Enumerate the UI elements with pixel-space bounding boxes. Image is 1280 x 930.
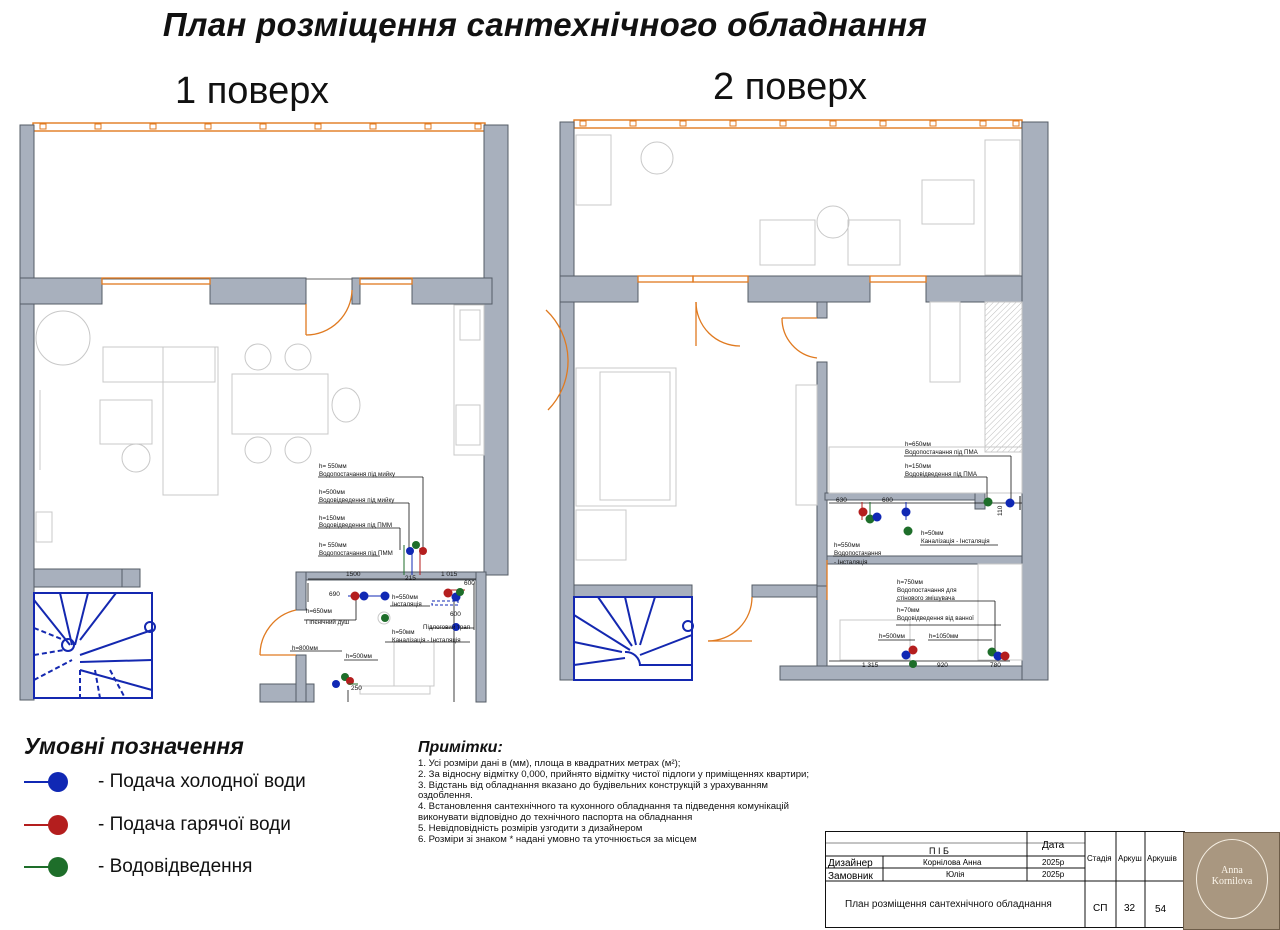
stamp-designer-name: Корнілова Анна <box>923 858 982 867</box>
f1-label-8-text: Каналізація - Інсталяція <box>392 637 461 644</box>
legend-item-cold-water <box>24 767 306 797</box>
stamp-pib-header: П І Б <box>929 846 949 856</box>
legend-title: Умовні позначення <box>24 733 244 759</box>
stamp-client-label: Замовник <box>828 871 873 882</box>
stamp-doc-title: План розміщення сантехнічного обладнання <box>845 899 1052 910</box>
floor1-terrace <box>33 123 485 279</box>
title-block <box>825 831 1185 928</box>
f2-label-4-h: h=550мм <box>834 542 860 549</box>
f1-label-8-h: h=50мм <box>392 629 415 636</box>
legend-label-cold: - Подача холодної води <box>98 771 306 792</box>
floor2-plan <box>546 120 1048 680</box>
legend-item-hot-water <box>24 810 291 840</box>
f1-label-4-text: Водопостачання під ПММ <box>319 550 393 557</box>
f1-label-floor-drain: Підлоговий трап <box>423 624 471 631</box>
f2-dim-600: 600 <box>882 497 893 504</box>
floor2-terrace <box>574 120 1022 276</box>
legend-label-drain: - Водовідведення <box>98 856 253 877</box>
f1-label-3-text: Водовідведення під ПММ <box>319 522 393 529</box>
f1-dim-690: 690 <box>329 591 340 598</box>
legend-label-hot: - Подача гарячої води <box>98 814 291 835</box>
f1-label-9-h: h=800мм <box>292 645 318 652</box>
f2-label-5-h: h=750мм <box>897 579 923 586</box>
floor2-title: 2 поверх <box>713 66 868 108</box>
note-item: 6. Розміри зі знаком * надані умовно та уточнюється за місцем <box>418 833 697 845</box>
f1-label-3-h: h=150мм <box>319 515 345 522</box>
stamp-sheets-header: Аркушів <box>1147 854 1177 863</box>
f2-dim-1315: 1 315 <box>862 662 879 669</box>
note-item: 1. Усі розміри дані в (мм), площа в квадратних метрах (м²); <box>418 758 681 769</box>
f1-dim-600b: 600 <box>450 611 461 618</box>
f1-label-1-h: h= 550мм <box>319 463 347 470</box>
f2-label-4-text1: Водопостачання <box>834 550 882 557</box>
f1-label-1-text: Водопостачання під мийку <box>319 471 396 478</box>
f2-label-2-h: h=150мм <box>905 463 931 470</box>
f2-dim-110: 110 <box>997 505 1004 516</box>
f2-label-8-h: h=1050мм <box>929 633 959 640</box>
floor1-stairs <box>34 593 155 698</box>
stamp-stage-header: Стадія <box>1087 854 1112 863</box>
seal-text: Anna Kornilova <box>1211 865 1253 887</box>
floor1-title: 1 поверх <box>175 70 330 112</box>
f2-label-5-text1: Водопостачання для <box>897 587 957 594</box>
f2-label-1-h: h=650мм <box>905 441 931 448</box>
stamp-designer-label: Дизайнер <box>828 858 873 869</box>
f1-label-5-text: Гігієнічний душ <box>306 619 350 626</box>
stamp-sheet-header: Аркуш <box>1118 854 1142 863</box>
f2-label-5-text2: стінового змішувача <box>897 595 955 602</box>
notes-list <box>418 759 818 845</box>
note-item: 4. Встановлення сантехнічного та кухонного обладнання та підведення комунікацій виконувати відповідно до технічного паспорта на обладнання <box>418 801 790 823</box>
notes-title: Примітки: <box>418 739 503 756</box>
cold-water-marker-icon <box>48 772 68 792</box>
stamp-stage: СП <box>1093 903 1108 914</box>
f1-label-4-h: h= 550мм <box>319 542 347 549</box>
f1-dim-250: 250 <box>351 685 362 692</box>
f1-dim-215: 215 <box>405 575 416 582</box>
f2-label-6-text: Водовідведення від ванної <box>897 615 974 622</box>
page-title: План розміщення сантехнічного обладнання <box>162 6 928 43</box>
f1-dim-1500: 1500 <box>346 571 361 578</box>
f1-label-6-h: h=550мм <box>392 594 418 601</box>
legend-item-drainage <box>24 852 252 882</box>
f2-dim-920: 920 <box>937 662 948 669</box>
note-item: 5. Невідповідність розмірів узгодити з дизайнером <box>418 822 643 834</box>
f2-label-2-text: Водовідведення під ПМА <box>905 471 978 478</box>
f1-label-10-h: h=500мм <box>346 653 372 660</box>
f2-label-6-h: h=70мм <box>897 607 920 614</box>
stamp-sheets: 54 <box>1155 904 1167 915</box>
drainage-marker-icon <box>48 857 68 877</box>
stamp-client-date: 2025р <box>1042 870 1065 879</box>
designer-seal <box>1183 832 1280 930</box>
f2-label-7-h: h=500мм <box>879 633 905 640</box>
floor1-pipe-points <box>332 541 465 702</box>
f2-dim-630: 630 <box>836 497 847 504</box>
note-item: 2. За відносну відмітку 0,000, прийнято відмітку чистої підлоги у приміщеннях квартири; <box>418 768 810 780</box>
floor1-plan <box>20 123 508 702</box>
stamp-client-name: Юлія <box>946 870 965 879</box>
f1-label-5-h: h=650мм <box>306 608 332 615</box>
stamp-sheet: 32 <box>1124 903 1136 914</box>
f2-dim-780: 780 <box>990 662 1001 669</box>
f2-label-3-text: Каналізація - Інсталяція <box>921 538 990 545</box>
f1-label-2-h: h=500мм <box>319 489 345 496</box>
f2-label-4-text2: - Інсталяція <box>834 559 868 566</box>
floor2-stairs <box>574 597 693 680</box>
f1-dim-600a: 600 <box>464 580 475 587</box>
f2-label-1-text: Водопостачання під ПМА <box>905 449 978 456</box>
stamp-designer-date: 2025р <box>1042 858 1065 867</box>
stamp-date-header: Дата <box>1042 840 1065 851</box>
f1-label-6-text: Інсталяція <box>392 601 422 608</box>
hot-water-marker-icon <box>48 815 68 835</box>
f1-label-2-text: Водовідведення під мийку <box>319 497 395 504</box>
f1-dim-1015: 1 015 <box>441 571 458 578</box>
floor2-pipe-points <box>859 496 1021 668</box>
f2-label-3-h: h=50мм <box>921 530 944 537</box>
note-item: 3. Відстань від обладнання вказано до будівельних конструкцій з урахуванням оздоблення. <box>418 779 768 802</box>
floor1-furniture <box>36 305 484 694</box>
